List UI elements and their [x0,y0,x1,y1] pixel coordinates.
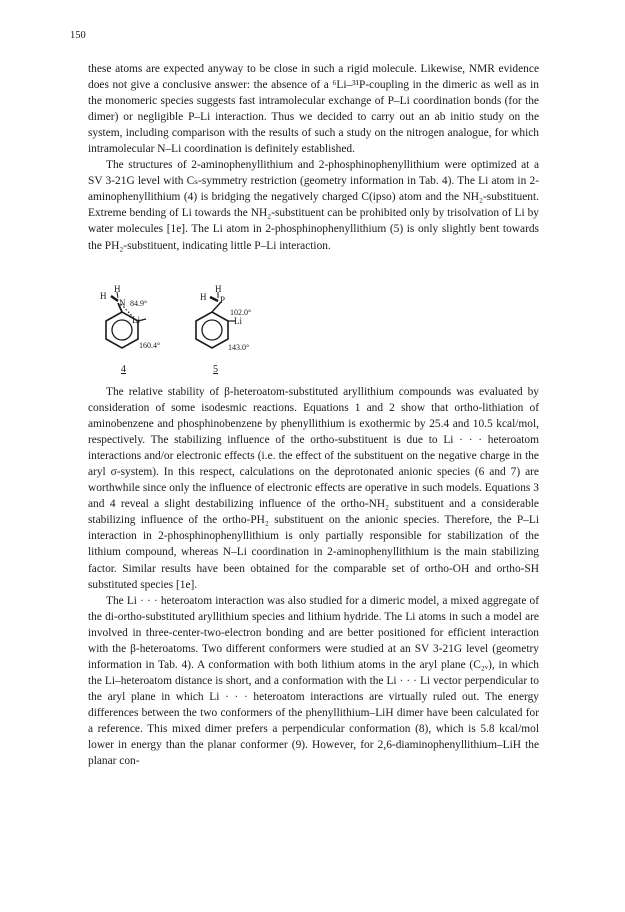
page-number: 150 [70,30,86,41]
compound-4-structure [100,284,160,375]
angle-label: 160.4° [139,341,161,350]
metal-label: Li [234,316,242,326]
body-text-top [88,61,539,254]
structure-figure [88,286,328,382]
bond-n-h [111,296,118,301]
heteroatom-label: P [220,295,226,305]
benzene-ring [196,312,228,348]
h-top-label: H [215,284,222,294]
paragraph: The relative stability of β-heteroatom-substituted aryllithium compounds was evaluated by consideration of some isodesmic reactions. Equations 1 and 2 show that ortho-lithiation of aminobenzene and phosphinobenzene by phenyllithium is exothermic by 25.4 and 10.5 kcal/mol, respectively. The stabilizing influence of the ortho-substituent is due to Li · · · heteroatom interactions and/or electronic effects (i.e. the effect of the substituent on the negative charge in the aryl σ-system). In this respect, calculations on the deprotonated anionic species (6 and 7) are worthwhile since only the influence of electronic effects are operative in such models. Equations 3 and 4 reveal a slight destabilizing influence of the ortho-NH₂ substituent and a considerable stabilizing influence of the ortho-PH₂ substituent on the anionic species. Therefore, the P–Li interaction in 2-phosphinophenyllithium is only partially responsible for stabilization of the lithium compound, whereas N–Li coordination in 2-aminophenyllithium is the main stabilizing factor. Similar results have been obtained for the comparable set of ortho-OH and ortho-SH substituted species [1e]. [88,386,539,591]
metal-label: Li [132,315,140,325]
h-left-label: H [200,292,207,302]
paragraph: The structures of 2-aminophenyllithium and 2-phosphinophenyllithium were optimized at a SV 3-21G level with Cₛ-symmetry restriction (geometry information in Tab. 4). The Li atom in 2-aminophenyllithium (4) is bridging the negatively charged C(ipso) atom and the NH₂-substituent. Extreme bending of Li towards the NH₂-substituent can be prohibited only by trisolvation of Li by water molecules [1e]. The Li atom in 2-phosphinophenyllithium (5) is only slightly bent towards the PH₂-substituent, indicating little P–Li interaction. [88,159,539,252]
h-left-label: H [100,291,107,301]
aromatic-circle [202,320,222,340]
compound-label: 4 [121,364,126,375]
body-text-bottom [88,384,539,769]
heteroatom-label: N [119,298,126,308]
paragraph: these atoms are expected anyway to be close in such a rigid molecule. Likewise, NMR evidence does not give a conclusive answer: the absence of a ⁶Li–³¹P-coupling in the dimeric as well as in the monomeric species suggests fast intramolecular exchange of P–Li coordination bonds (for the dimer) or negligible P–Li interaction. Thus we decided to carry out an ab initio study on the system, including comparison with the results of such a study on the nitrogen analogue, for which intramolecular N–Li coordination is definitely established. [88,63,539,156]
angle-label: 84.9° [130,299,148,308]
compound-5-structure [196,284,251,375]
bond-p-h [210,297,218,301]
angle-label: 102.0° [230,308,252,317]
paragraph: The Li · · · heteroatom interaction was also studied for a dimeric model, a mixed aggregate of the di-ortho-substituted aryllithium species and lithium hydride. The Li atoms in such a model are involved in three-center-two-electron bonding and are better positioned for efficient interaction with the β-heteroatoms. Two different conformers were studied at an SV 3-21G level (geometry information in Tab. 4). A conformation with both lithium atoms in the aryl plane (C₂ᵥ), in which the Li–heteroatom distance is short, and a conformation with the Li · · · Li vector perpendicular to the aryl plane in which Li · · · heteroatom interactions are virtually ruled out. The energy differences between the two conformers of the phenyllithium–LiH dimer have been calculated for a reference. This mixed dimer prefers a perpendicular conformation (8), which is 5.8 kcal/mol lower in energy than the planar conformer (9). However, for 2,6-diaminophenyllithium–LiH the planar con- [88,594,539,768]
h-top-label: H [114,284,121,294]
aromatic-circle [112,320,132,340]
angle-label: 143.0° [228,343,250,352]
compound-label: 5 [213,364,218,375]
